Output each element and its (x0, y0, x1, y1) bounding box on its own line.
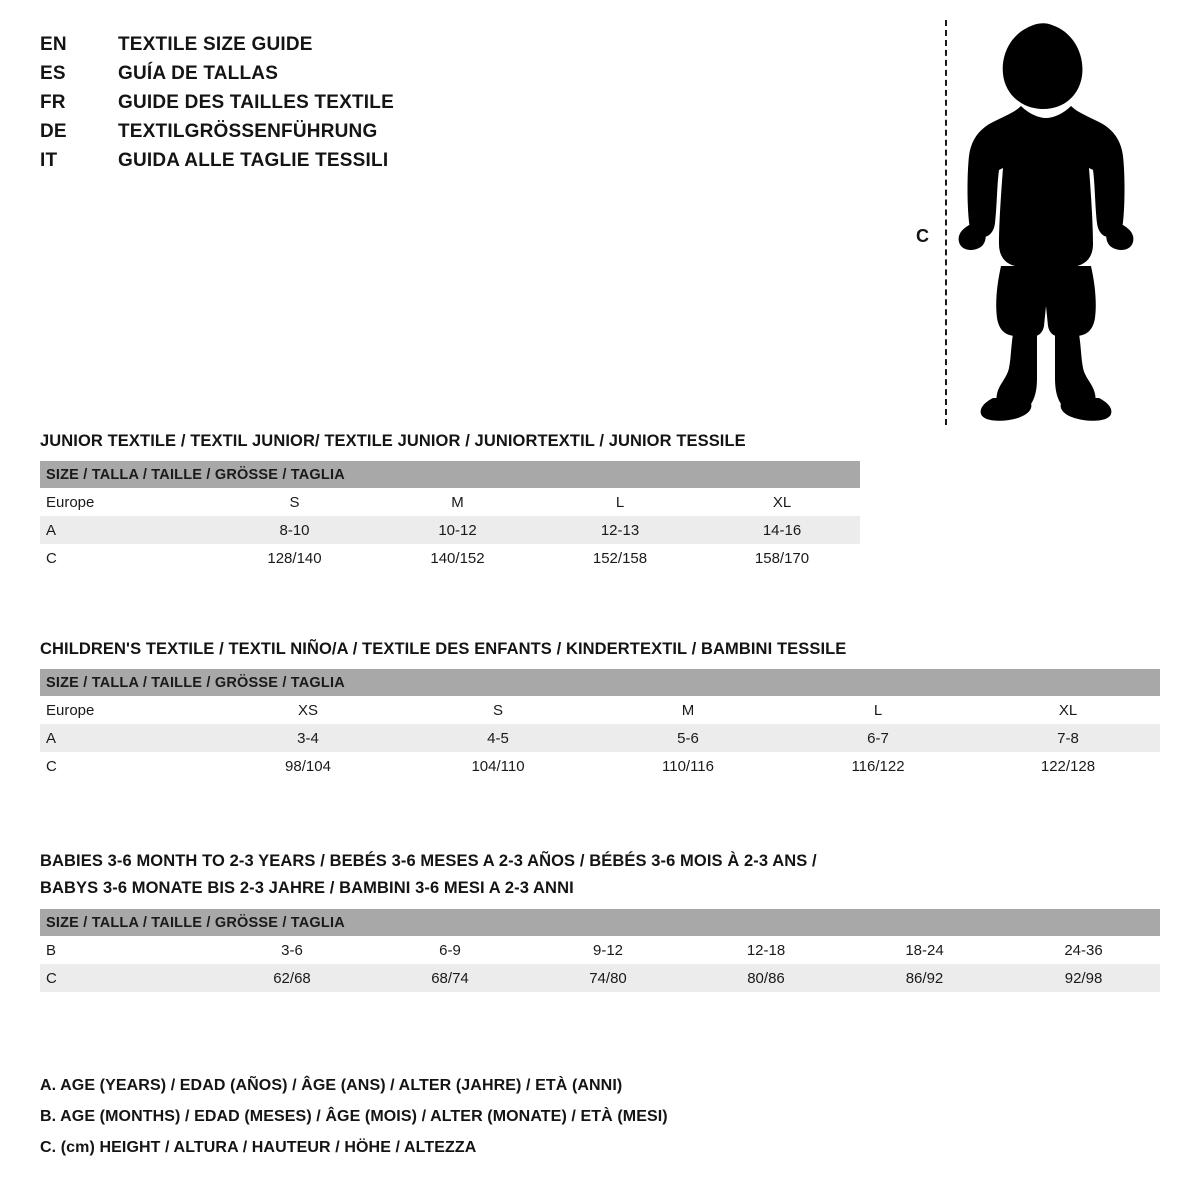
cell-value: 8-10 (210, 516, 373, 544)
cell-value: 74/80 (526, 964, 684, 992)
cell-value: 3-4 (210, 724, 400, 752)
table-row (40, 964, 1160, 992)
footnote-c: C. (cm) HEIGHT / ALTURA / HAUTEUR / HÖHE / ALTEZZA (40, 1139, 477, 1156)
cell-value: 12-13 (536, 516, 698, 544)
junior-size-table (40, 461, 860, 572)
title-row (40, 34, 600, 63)
table-row (40, 516, 860, 544)
row-label: C (40, 752, 210, 780)
table-row (40, 696, 1160, 724)
row-label: B (40, 936, 210, 964)
cell-value: 98/104 (210, 752, 400, 780)
table-row (40, 724, 1160, 752)
child-silhouette-icon (945, 18, 1160, 423)
table-row (40, 488, 860, 516)
table-header-label: SIZE / TALLA / TAILLE / GRÖSSE / TAGLIA (40, 669, 1160, 696)
cell-value: 86/92 (842, 964, 1001, 992)
cell-value: L (780, 696, 970, 724)
language-code: EN (40, 34, 67, 55)
cell-value: 6-9 (368, 936, 526, 964)
children-size-table (40, 669, 1160, 780)
cell-value: 140/152 (373, 544, 536, 572)
language-code: IT (40, 150, 58, 171)
cell-value: 152/158 (536, 544, 698, 572)
cell-value: 116/122 (780, 752, 970, 780)
table-header-label: SIZE / TALLA / TAILLE / GRÖSSE / TAGLIA (40, 909, 1160, 936)
measure-label-c: C (916, 226, 929, 246)
section-title-line1: BABIES 3-6 MONTH TO 2-3 YEARS / BEBÉS 3-6 MESES A 2-3 AÑOS / BÉBÉS 3-6 MOIS À 2-3 ANS / (40, 852, 817, 870)
cell-value: M (590, 696, 780, 724)
table-row (40, 752, 1160, 780)
cell-value: 10-12 (373, 516, 536, 544)
footnote-b: B. AGE (MONTHS) / EDAD (MESES) / ÂGE (MOIS) / ALTER (MONATE) / ETÀ (MESI) (40, 1108, 668, 1125)
language-code: ES (40, 63, 66, 84)
cell-value: XS (210, 696, 400, 724)
title-row (40, 63, 600, 92)
cell-value: 128/140 (210, 544, 373, 572)
cell-value: L (536, 488, 698, 516)
cell-value: 68/74 (368, 964, 526, 992)
cell-value: S (210, 488, 373, 516)
table-header-row (40, 909, 1160, 936)
cell-value: 4-5 (400, 724, 590, 752)
table-header-row (40, 669, 1160, 696)
cell-value: 9-12 (526, 936, 684, 964)
cell-value: 122/128 (970, 752, 1160, 780)
row-label: A (40, 516, 210, 544)
row-label: Europe (40, 696, 210, 724)
title-row (40, 121, 600, 150)
cell-value: 104/110 (400, 752, 590, 780)
measurement-figure (900, 10, 1180, 425)
row-label: C (40, 964, 210, 992)
cell-value: 62/68 (210, 964, 368, 992)
row-label: C (40, 544, 210, 572)
cell-value: M (373, 488, 536, 516)
cell-value: 92/98 (1001, 964, 1160, 992)
cell-value: 7-8 (970, 724, 1160, 752)
title-text: TEXTILE SIZE GUIDE (118, 34, 313, 55)
title-row (40, 150, 600, 179)
table-header-label: SIZE / TALLA / TAILLE / GRÖSSE / TAGLIA (40, 461, 860, 488)
cell-value: 3-6 (210, 936, 368, 964)
title-row (40, 92, 600, 121)
cell-value: 5-6 (590, 724, 780, 752)
row-label: Europe (40, 488, 210, 516)
cell-value: 18-24 (842, 936, 1001, 964)
cell-value: S (400, 696, 590, 724)
section-title: CHILDREN'S TEXTILE / TEXTIL NIÑO/A / TEXTILE DES ENFANTS / KINDERTEXTIL / BAMBINI TESSILE (40, 640, 847, 658)
section-junior-textile (40, 428, 860, 572)
cell-value: 6-7 (780, 724, 970, 752)
babies-size-table (40, 909, 1160, 992)
cell-value: 14-16 (698, 516, 860, 544)
cell-value: 12-18 (684, 936, 842, 964)
cell-value: 80/86 (684, 964, 842, 992)
table-row (40, 936, 1160, 964)
language-code: FR (40, 92, 66, 113)
table-header-row (40, 461, 860, 488)
footnotes-block (40, 1070, 940, 1163)
title-text: TEXTILGRÖSSENFÜHRUNG (118, 121, 378, 142)
section-title: JUNIOR TEXTILE / TEXTIL JUNIOR/ TEXTILE JUNIOR / JUNIORTEXTIL / JUNIOR TESSILE (40, 432, 746, 450)
section-title-line2: BABYS 3-6 MONATE BIS 2-3 JAHRE / BAMBINI 3-6 MESI A 2-3 ANNI (40, 879, 574, 897)
section-babies-textile (40, 848, 1160, 992)
cell-value: XL (970, 696, 1160, 724)
row-label: A (40, 724, 210, 752)
title-text: GUIDA ALLE TAGLIE TESSILI (118, 150, 389, 171)
title-text: GUÍA DE TALLAS (118, 63, 279, 84)
table-row (40, 544, 860, 572)
language-code: DE (40, 121, 67, 142)
cell-value: 158/170 (698, 544, 860, 572)
cell-value: XL (698, 488, 860, 516)
title-text: GUIDE DES TAILLES TEXTILE (118, 92, 394, 113)
footnote-a: A. AGE (YEARS) / EDAD (AÑOS) / ÂGE (ANS) / ALTER (JAHRE) / ETÀ (ANNI) (40, 1077, 623, 1094)
cell-value: 110/116 (590, 752, 780, 780)
cell-value: 24-36 (1001, 936, 1160, 964)
language-title-block (40, 34, 600, 179)
section-childrens-textile (40, 636, 1160, 780)
